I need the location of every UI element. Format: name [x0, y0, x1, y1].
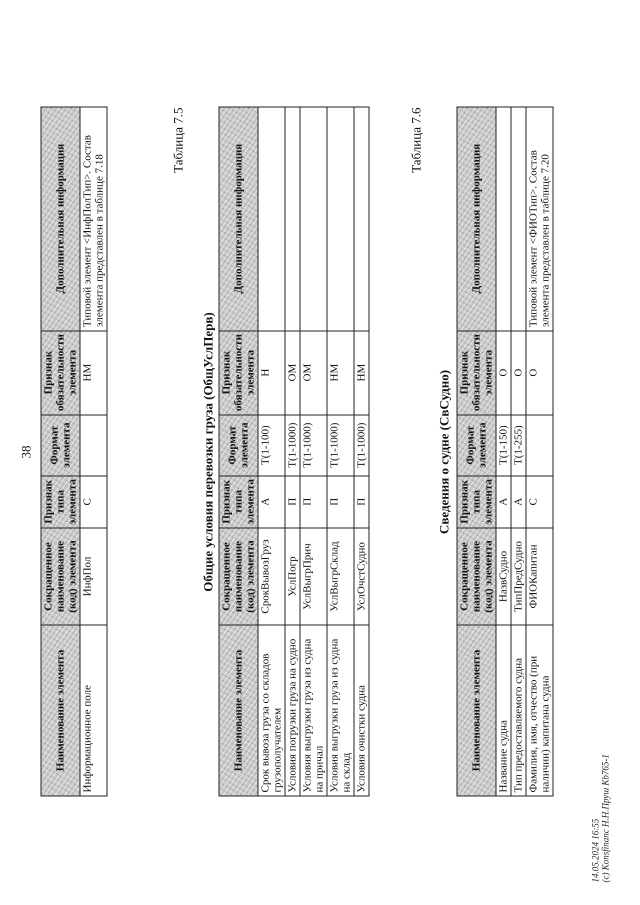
- cell-code: СрокВывозГруз: [258, 528, 285, 625]
- cell-name: Информационное поле: [80, 625, 107, 796]
- cell-info: Типовой элемент <ФИОТип>. Состав элемента представлен в таблице 7.20: [526, 107, 553, 331]
- cell-name: Условия погрузки груза на судно: [285, 625, 300, 796]
- cell-name: Тип предоставляемого судна: [511, 625, 526, 796]
- cell-type: П: [285, 476, 300, 528]
- cell-info: [258, 107, 285, 331]
- header-obligation: Признак обязательности элемента: [219, 331, 258, 415]
- cell-obligation: О: [526, 331, 553, 415]
- cell-code: УслВыгрПрич: [300, 528, 327, 625]
- cell-type: А: [496, 476, 511, 528]
- cell-code: УслВыгрСклад: [327, 528, 354, 625]
- header-code: Сокращенное наименование (код) элемента: [219, 528, 258, 625]
- table-row: [354, 107, 369, 796]
- cell-type: П: [327, 476, 354, 528]
- header-format: Формат элемента: [457, 415, 496, 476]
- table-header-row: [219, 107, 258, 796]
- cell-info: [511, 107, 526, 331]
- table-row: [526, 107, 553, 796]
- cell-name: Название судна: [496, 625, 511, 796]
- cell-format: T(1-1000): [354, 415, 369, 476]
- cell-info: Типовой элемент <ИнфПолТип>. Состав элемента представлен в таблице 7.18: [80, 107, 107, 331]
- cell-obligation: Н: [258, 331, 285, 415]
- cell-info: [300, 107, 327, 331]
- header-info: Дополнительная информация: [219, 107, 258, 331]
- cell-obligation: НМ: [80, 331, 107, 415]
- cell-format: [526, 415, 553, 476]
- cell-name: Фамилия, имя, отчество (при наличии) капитана судна: [526, 625, 553, 796]
- cell-obligation: НМ: [327, 331, 354, 415]
- cell-info: [496, 107, 511, 331]
- cell-code: УслОчстСудно: [354, 528, 369, 625]
- header-info: Дополнительная информация: [457, 107, 496, 331]
- cell-name: Срок вывоза груза со складов грузополучателем: [258, 625, 285, 796]
- table-row: [300, 107, 327, 796]
- header-info: Дополнительная информация: [41, 107, 80, 331]
- cell-type: С: [526, 476, 553, 528]
- cell-code: УслПогр: [285, 528, 300, 625]
- cell-format: T(1-255): [511, 415, 526, 476]
- cell-obligation: ОМ: [285, 331, 300, 415]
- header-obligation: Признак обязательности элемента: [41, 331, 80, 415]
- header-name: Наименование элемента: [41, 625, 80, 796]
- table-row: [285, 107, 300, 796]
- cell-obligation: НМ: [354, 331, 369, 415]
- table-header-row: [41, 107, 80, 796]
- table-header-row: [457, 107, 496, 796]
- cell-type: П: [300, 476, 327, 528]
- vessel-info-table: [457, 106, 554, 796]
- cell-info: [327, 107, 354, 331]
- header-name: Наименование элемента: [457, 625, 496, 796]
- cell-code: НазвСудно: [496, 528, 511, 625]
- header-format: Формат элемента: [41, 415, 80, 476]
- table-7-5-label: Таблица 7.5: [170, 107, 186, 173]
- cell-info: [354, 107, 369, 331]
- info-field-table: [41, 106, 108, 796]
- table-row: [496, 107, 511, 796]
- cell-code: ТипПредСудно: [511, 528, 526, 625]
- document-page: [1, 0, 640, 905]
- cell-code: ИнфПол: [80, 528, 107, 625]
- cell-format: [80, 415, 107, 476]
- cell-obligation: О: [511, 331, 526, 415]
- cell-name: Условия выгрузки груза из судна на причал: [300, 625, 327, 796]
- footer-stamp: [591, 754, 611, 882]
- cargo-conditions-table: [219, 106, 370, 796]
- footer-source: (c) Konsfinanc Н.Н.Пруш Kb765-1: [600, 754, 611, 883]
- table-row: [258, 107, 285, 796]
- cell-code: ФИОКапитан: [526, 528, 553, 625]
- cell-format: T(1-1000): [327, 415, 354, 476]
- cell-type: С: [80, 476, 107, 528]
- cell-format: T(1-100): [258, 415, 285, 476]
- page-number: 38: [18, 445, 34, 459]
- footer-timestamp: 14.05.2024 16:55: [590, 818, 601, 883]
- table-7-6-label: Таблица 7.6: [408, 107, 424, 173]
- cell-type: П: [354, 476, 369, 528]
- cell-format: T(1-150): [496, 415, 511, 476]
- header-code: Сокращенное наименование (код) элемента: [457, 528, 496, 625]
- header-type: Признак типа элемента: [41, 476, 80, 528]
- cell-type: А: [511, 476, 526, 528]
- table-row: [511, 107, 526, 796]
- table-row: [80, 107, 107, 796]
- cell-type: А: [258, 476, 285, 528]
- header-format: Формат элемента: [219, 415, 258, 476]
- header-type: Признак типа элемента: [457, 476, 496, 528]
- cell-name: Условия выгрузки груза из судна на склад: [327, 625, 354, 796]
- cell-format: T(1-1000): [300, 415, 327, 476]
- cell-name: Условия очистки судна: [354, 625, 369, 796]
- table-row: [327, 107, 354, 796]
- cell-obligation: ОМ: [300, 331, 327, 415]
- cell-info: [285, 107, 300, 331]
- header-name: Наименование элемента: [219, 625, 258, 796]
- cell-format: T(1-1000): [285, 415, 300, 476]
- cell-obligation: О: [496, 331, 511, 415]
- table-7-5-title: Общие условия перевозки груза (ОбщУслПерв): [200, 312, 216, 592]
- table-7-6-title: Сведения о судне (СвСудно): [436, 369, 452, 535]
- header-code: Сокращенное наименование (код) элемента: [41, 528, 80, 625]
- header-type: Признак типа элемента: [219, 476, 258, 528]
- header-obligation: Признак обязательности элемента: [457, 331, 496, 415]
